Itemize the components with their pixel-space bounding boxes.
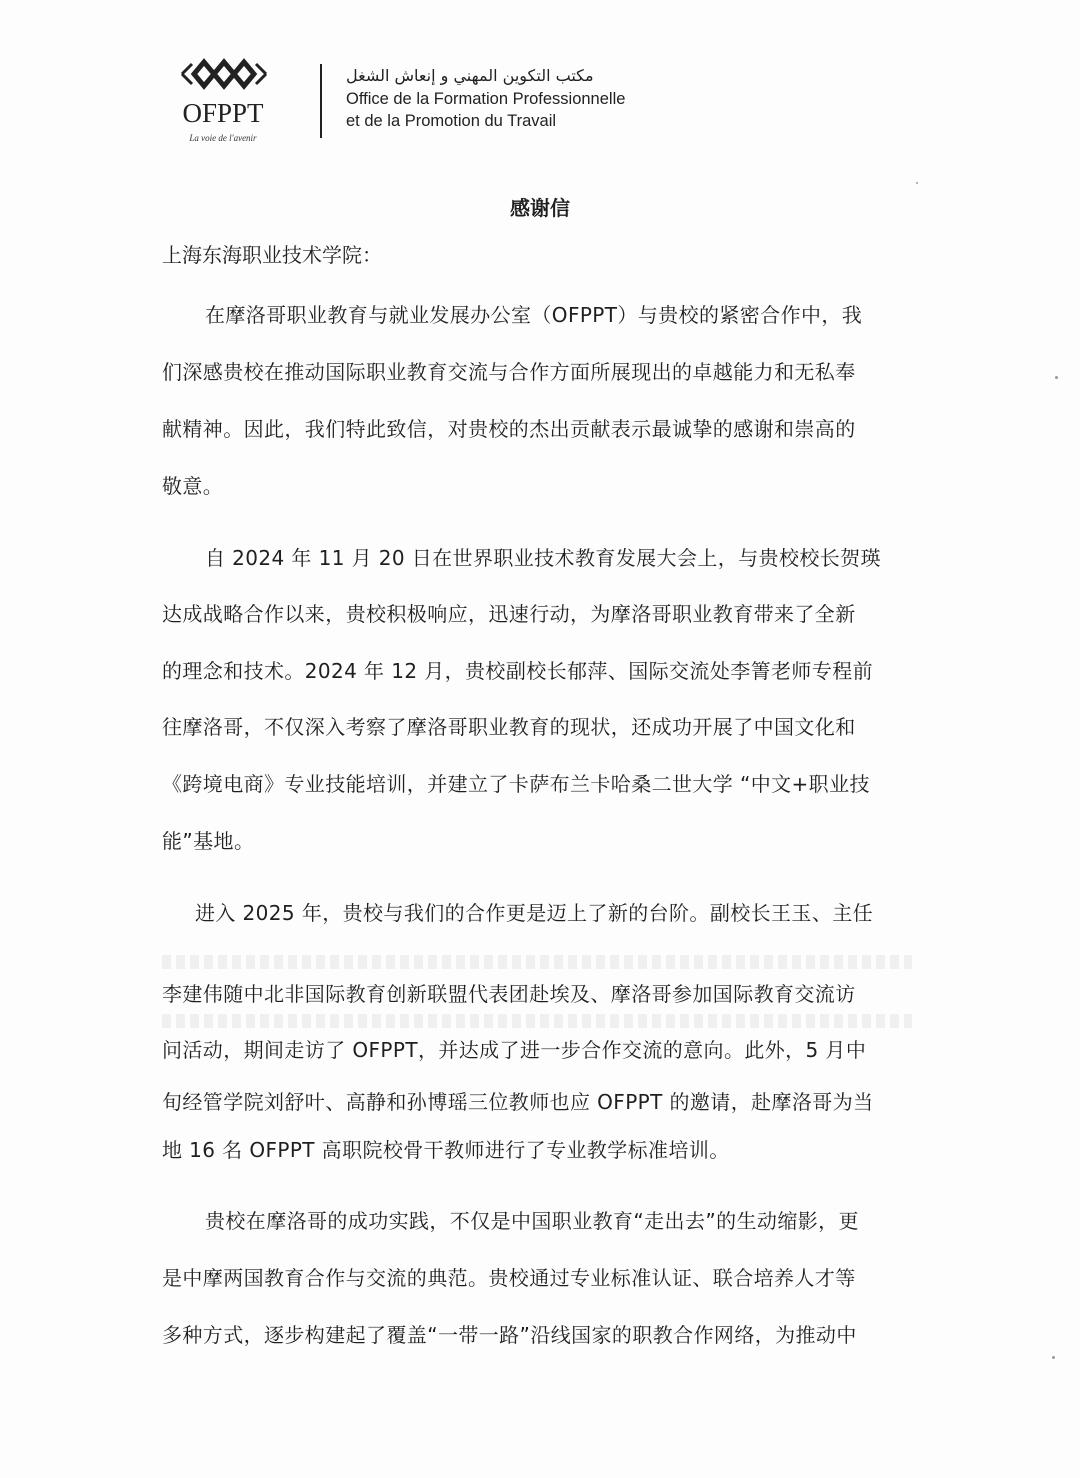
- scan-speck: [1052, 1356, 1055, 1359]
- letter-salutation: 上海东海职业技术学院：: [162, 243, 382, 267]
- body-line: 敬意。: [162, 474, 224, 498]
- body-line: 往摩洛哥，不仅深入考察了摩洛哥职业教育的现状，还成功开展了中国文化和: [162, 715, 856, 739]
- body-line: 自 2024 年 11 月 20 日在世界职业技术教育发展大会上，与贵校校长贺瑛: [205, 546, 881, 570]
- logo-tagline: La voie de l'avenir: [189, 133, 257, 143]
- org-name-arabic: مكتب التكوين المهني و إنعاش الشغل: [346, 66, 594, 85]
- body-line: 是中摩两国教育合作与交流的典范。贵校通过专业标准认证、联合培养人才等: [162, 1266, 856, 1290]
- body-line: 旬经管学院刘舒叶、高静和孙博瑶三位教师也应 OFPPT 的邀请，赴摩洛哥为当: [162, 1090, 874, 1114]
- body-line: 进入 2025 年，贵校与我们的合作更是迈上了新的台阶。副校长王玉、主任: [195, 901, 874, 925]
- ofppt-logo: [168, 52, 278, 147]
- body-line: 地 16 名 OFPPT 高职院校骨干教师进行了专业教学标准培训。: [162, 1138, 730, 1162]
- scan-speck: [916, 182, 918, 184]
- bleed-through-noise: [162, 955, 912, 969]
- body-line: 多种方式，逐步构建起了覆盖“一带一路”沿线国家的职教合作网络，为推动中: [162, 1323, 857, 1347]
- logo-name: OFPPT: [182, 98, 264, 128]
- letter-title: 感谢信: [510, 196, 570, 220]
- letterhead: [168, 52, 688, 152]
- body-line: 李建伟随中北非国际教育创新联盟代表团赴埃及、摩洛哥参加国际教育交流访: [162, 982, 856, 1006]
- ofppt-logo-mark-icon: [178, 52, 270, 96]
- body-line: 《跨境电商》专业技能培训，并建立了卡萨布兰卡哈桑二世大学 “中文+职业技: [162, 772, 870, 796]
- header-divider: [320, 64, 322, 138]
- bleed-through-noise: [162, 1014, 912, 1028]
- body-line: 能”基地。: [162, 829, 255, 853]
- body-line: 达成战略合作以来，贵校积极响应，迅速行动，为摩洛哥职业教育带来了全新: [162, 602, 856, 626]
- organization-name: [346, 64, 676, 132]
- org-name-fr-line1: Office de la Formation Professionnelle: [346, 90, 626, 108]
- org-name-fr-line2: et de la Promotion du Travail: [346, 112, 557, 130]
- body-line: 献精神。因此，我们特此致信，对贵校的杰出贡献表示最诚挚的感谢和崇高的: [162, 417, 856, 441]
- body-line: 的理念和技术。2024 年 12 月，贵校副校长郁萍、国际交流处李箐老师专程前: [162, 659, 874, 683]
- body-line: 们深感贵校在推动国际职业教育交流与合作方面所展现出的卓越能力和无私奉: [162, 360, 856, 384]
- body-line: 问活动，期间走访了 OFPPT，并达成了进一步合作交流的意向。此外，5 月中: [162, 1038, 867, 1062]
- body-line: 在摩洛哥职业教育与就业发展办公室（OFPPT）与贵校的紧密合作中，我: [205, 303, 863, 327]
- scan-speck: [1055, 376, 1058, 379]
- body-line: 贵校在摩洛哥的成功实践，不仅是中国职业教育“走出去”的生动缩影，更: [205, 1209, 859, 1233]
